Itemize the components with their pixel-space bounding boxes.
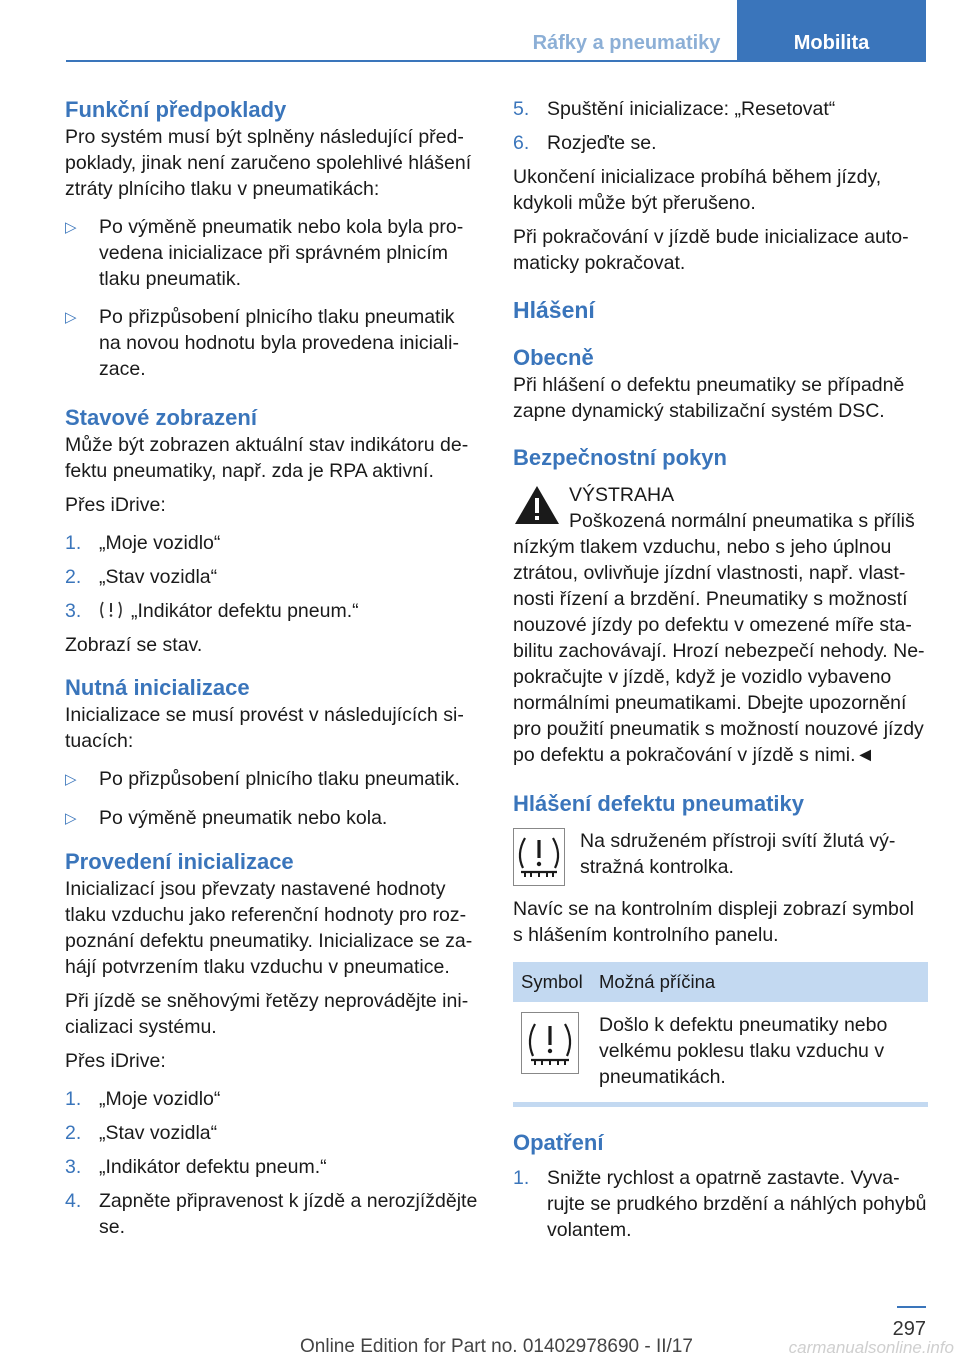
list-item: ▷ Po přizpůsobení plnicího tlaku pneumatik na novou hodnotu byla provedena inicializace. [65,306,459,380]
heading-defect-message: Hlášení defektu pneumatiky [513,791,804,816]
paragraph-prerequisites: Pro systém musí být splněny následující předpoklady, jinak není zaručeno spolehlivé hlášení ztráty plníciho tlaku v pneumatikách: [65,126,472,200]
heading-messages: Hlášení [513,297,595,323]
page-header [0,0,960,62]
symbol-table [513,962,928,1107]
tire-pressure-warning-icon [521,1012,579,1074]
column-header-cause: Možná příčina [599,971,716,992]
list-item: 5. Spuštění inicializace: „Resetovat“ [513,98,836,120]
paragraph-status: Může být zobrazen aktuální stav indikátoru defektu pneumatiky, např. zda je RPA aktivní. [65,434,469,482]
list-item: 1. Snižte rychlost a opatrně zastavte. Vyvarujte se prudkého brzdění a náhlých pohybů volantem. [513,1167,927,1241]
table-header [513,962,928,1002]
list-item: 2. „Stav vozidla“ [65,566,218,588]
warning-triangle-icon [513,484,561,526]
header-rule [66,60,926,62]
heading-perform-init: Provedení inicializace [65,849,294,874]
list-item: ▷ Po výměně pneumatik nebo kola byla provedena inicializace při správném plnicím tlaku pneumatik. [65,216,464,290]
page-footer [0,1334,960,1362]
paragraph-via-idrive: Přes iDrive: [65,494,166,516]
right-column [513,96,928,1243]
table-bottom-rule [513,1102,928,1107]
list-item: 1. „Moje vozidlo“ [65,1088,221,1110]
warning-title: VÝSTRAHA [569,484,675,506]
bullet-triangle-icon: ▷ [65,309,77,326]
paragraph-perform-init: Inicializací jsou převzaty nastavené hodnoty tlaku vzduchu jako referenční hodnoty pro rozpoznání defektu pneumatiky. Inicializace se zahájí potvrzením tlaku vzduchu v pneumatice. [65,878,473,978]
paragraph-via-idrive: Přes iDrive: [65,1050,166,1072]
tire-pressure-warning-icon [513,828,565,886]
heading-status-display: Stavové zobrazení [65,405,257,430]
list-item: 3. „Indikátor defektu pneum.“ [65,600,359,622]
left-column [65,96,480,1240]
heading-functional-prerequisites: Funkční předpoklady [65,97,287,122]
list-item: ▷ Po výměně pneumatik nebo kola. [65,805,480,832]
edition-text: Online Edition for Part no. 01402978690 - II/17 [300,1336,693,1357]
list-item: 1. „Moje vozidlo“ [65,532,221,554]
chapter-tab[interactable]: Mobilita [737,0,926,60]
list-item: ▷ Po přizpůsobení plnicího tlaku pneumatik. [65,766,480,793]
heading-safety-note: Bezpečnostní pokyn [513,445,727,470]
heading-init-needed: Nutná inicializace [65,675,250,700]
page-number: 297 [892,1318,926,1340]
paragraph-init-end: Ukončení inicializace probíhá během jízdy, kdykoli může být přerušeno. [513,166,882,214]
indicator-lamp-row [513,828,928,886]
heading-measures: Opatření [513,1130,604,1155]
warning-block [513,482,928,534]
column-header-symbol: Symbol [521,971,583,992]
bullet-triangle-icon: ▷ [65,219,77,236]
footer-rule [897,1306,926,1308]
table-row [513,1002,928,1102]
table-cell-cause: Došlo k defektu pneumatiky nebo velkému poklesu tlaku vzduchu v pneumatikách. [599,1014,888,1088]
list-item: 3. „Indikátor defektu pneum.“ [65,1156,327,1178]
list-item: 2. „Stav vozidla“ [65,1122,218,1144]
paragraph-init-needed: Inicializace se musí provést v následujících situacích: [65,704,464,752]
heading-general: Obecně [513,345,594,370]
paragraph-status-shown: Zobrazí se stav. [65,634,203,656]
section-tab[interactable]: Ráfky a pneumatiky [532,32,721,54]
watermark: carmanualsonline.info [788,1338,954,1357]
tire-pressure-warning-icon [99,600,123,620]
paragraph-snow-chains: Při jízdě se sněhovými řetězy neprovádějte inicializaci systému. [65,990,469,1038]
list-item: 6. Rozjeďte se. [513,132,657,154]
paragraph-general: Při hlášení o defektu pneumatiky se případně zapne dynamický stabilizační systém DSC. [513,374,905,422]
warning-first-line: Poškozená normální pneumatika s příliš [569,510,915,532]
paragraph-init-resume: Při pokračování v jízdě bude inicializace automaticky pokračovat. [513,226,909,274]
bullet-triangle-icon: ▷ [65,810,77,827]
warning-body: nízkým tlakem vzduchu, nebo s jeho úplnou ztrátou, ovlivňuje jízdní vlastnosti, např. vlastnosti řízení a brzdění. Pneumatiky s možností nouzové jízdy po defektu v omezené míře stabilitu zachovávají. Hrozí nebezpečí nehody. Nepokračujte v jízdě, když je vozidlo vybaveno normálními pneumatikami. Dbejte upozornění pro použití pneumatik s možností nouzové jízdy po defektu a pokračování v jízdě s nimi.◄ [513,536,925,766]
paragraph-lamp: Na sdruženém přístroji svítí žlutá výstražná kontrolka. [580,830,896,878]
bullet-triangle-icon: ▷ [65,771,77,788]
paragraph-display: Navíc se na kontrolním displeji zobrazí symbol s hlášením kontrolního panelu. [513,898,914,946]
list-item: 4. Zapněte připravenost k jízdě a nerozjíždějte se. [65,1190,478,1238]
